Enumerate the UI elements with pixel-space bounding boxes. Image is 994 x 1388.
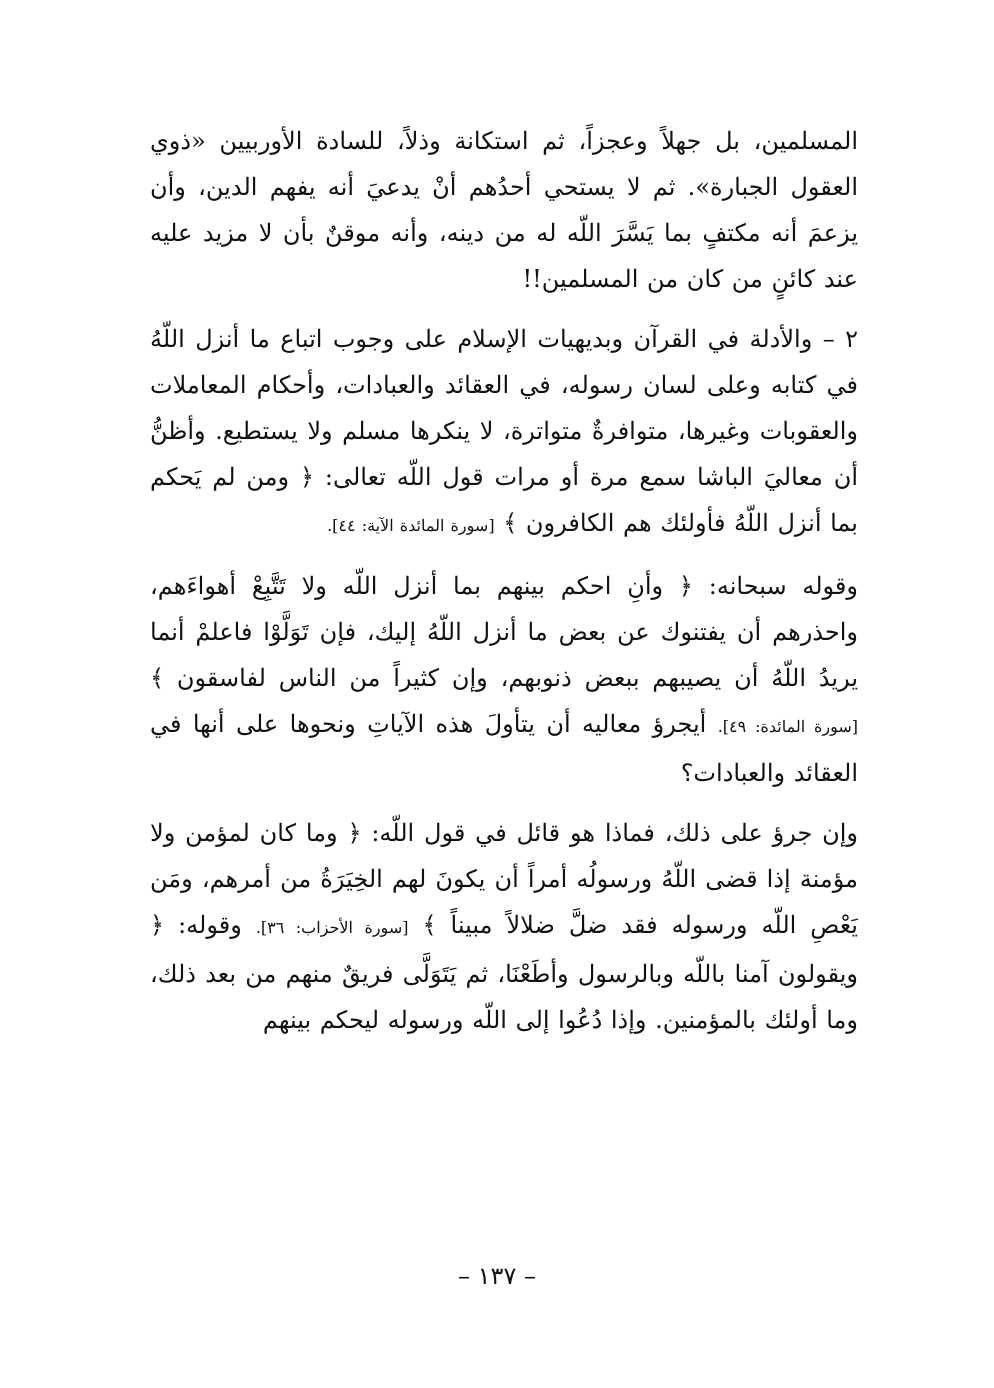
paragraph-4: [150, 810, 858, 1043]
paragraph-4-text: وإن جرؤ على ذلك، فماذا هو قائل في قول اللّه: ﴿ وما كان لمؤمن ولا مؤمنة إذا قضى اللّهُ ورسولُه أمراً أن يكونَ لهم الخِيَرَةُ من أمرهم، ومَن يَعْصِ اللّه ورسوله فقد ضلَّ ضلالاً مبيناً ﴾: [150, 819, 858, 939]
page-number: – ١٣٧ –: [458, 1262, 536, 1290]
page-body-text: [150, 118, 858, 1043]
paragraph-3: [150, 563, 858, 796]
paragraph-1-text: المسلمين، بل جهلاً وعجزاً، ثم استكانة وذلاً، للسادة الأوربيين «ذوي العقول الجبارة». ثم لا يستحي أحدُهم أنْ يدعيَ أنه يفهم الدين، وأن يزعمَ أنه مكتفٍ بما يَسَّرَ اللّه له من دينه، وأنه موقنٌ بأن لا مزيد عليه عند كائنٍ من كان من المسلمين!!: [150, 127, 858, 293]
quran-citation: [سورة المائدة: ٤٩].: [717, 717, 859, 736]
quran-citation: [سورة المائدة الآية: ٤٤].: [327, 516, 495, 535]
quran-citation: [سورة الأحزاب: ٣٦].: [255, 918, 409, 937]
paragraph-3-text-after: أيجرؤ معاليه أن يتأولَ هذه الآياتِ ونحوها على أنها في العقائد والعبادات؟: [150, 710, 858, 787]
paragraph-3-text: وقوله سبحانه: ﴿ وأنِ احكم بينهم بما أنزل اللّه ولا تَتَّبِعْ أهواءَهم، واحذرهم أن يفتنوك عن بعض ما أنزل اللّهُ إليك، فإن تَوَلَّوْا فاعلمْ أنما يريدُ اللّهُ أن يصيبهم ببعض ذنوبهم، وإن كثيراً من الناس لفاسقون ﴾: [150, 572, 858, 692]
paragraph-2-text: ٢ – والأدلة في القرآن وبديهيات الإسلام على وجوب اتباع ما أنزل اللّهُ في كتابه وعلى لسان رسوله، في العقائد والعبادات، وأحكام المعاملات والعقوبات وغيرها، متوافرةٌ متواترة، لا ينكرها مسلم ولا يستطيع. وأظنُّ أن معاليَ الباشا سمع مرة أو مرات قول اللّه تعالى: ﴿ ومن لم يَحكم بما أنزل اللّهُ فأولئك هم الكافرون ﴾: [150, 325, 858, 537]
paragraph-2: [150, 316, 858, 549]
paragraph-1: [150, 118, 858, 302]
paragraph-4-text-after: وقوله: ﴿ ويقولون آمنا باللّه وبالرسول وأطَعْنَا، ثم يَتَوَلَّى فريقٌ منهم من بعد ذلك، وما أولئك بالمؤمنين. وإذا دُعُوا إلى اللّه ورسوله ليحكم بينهم: [150, 911, 858, 1034]
